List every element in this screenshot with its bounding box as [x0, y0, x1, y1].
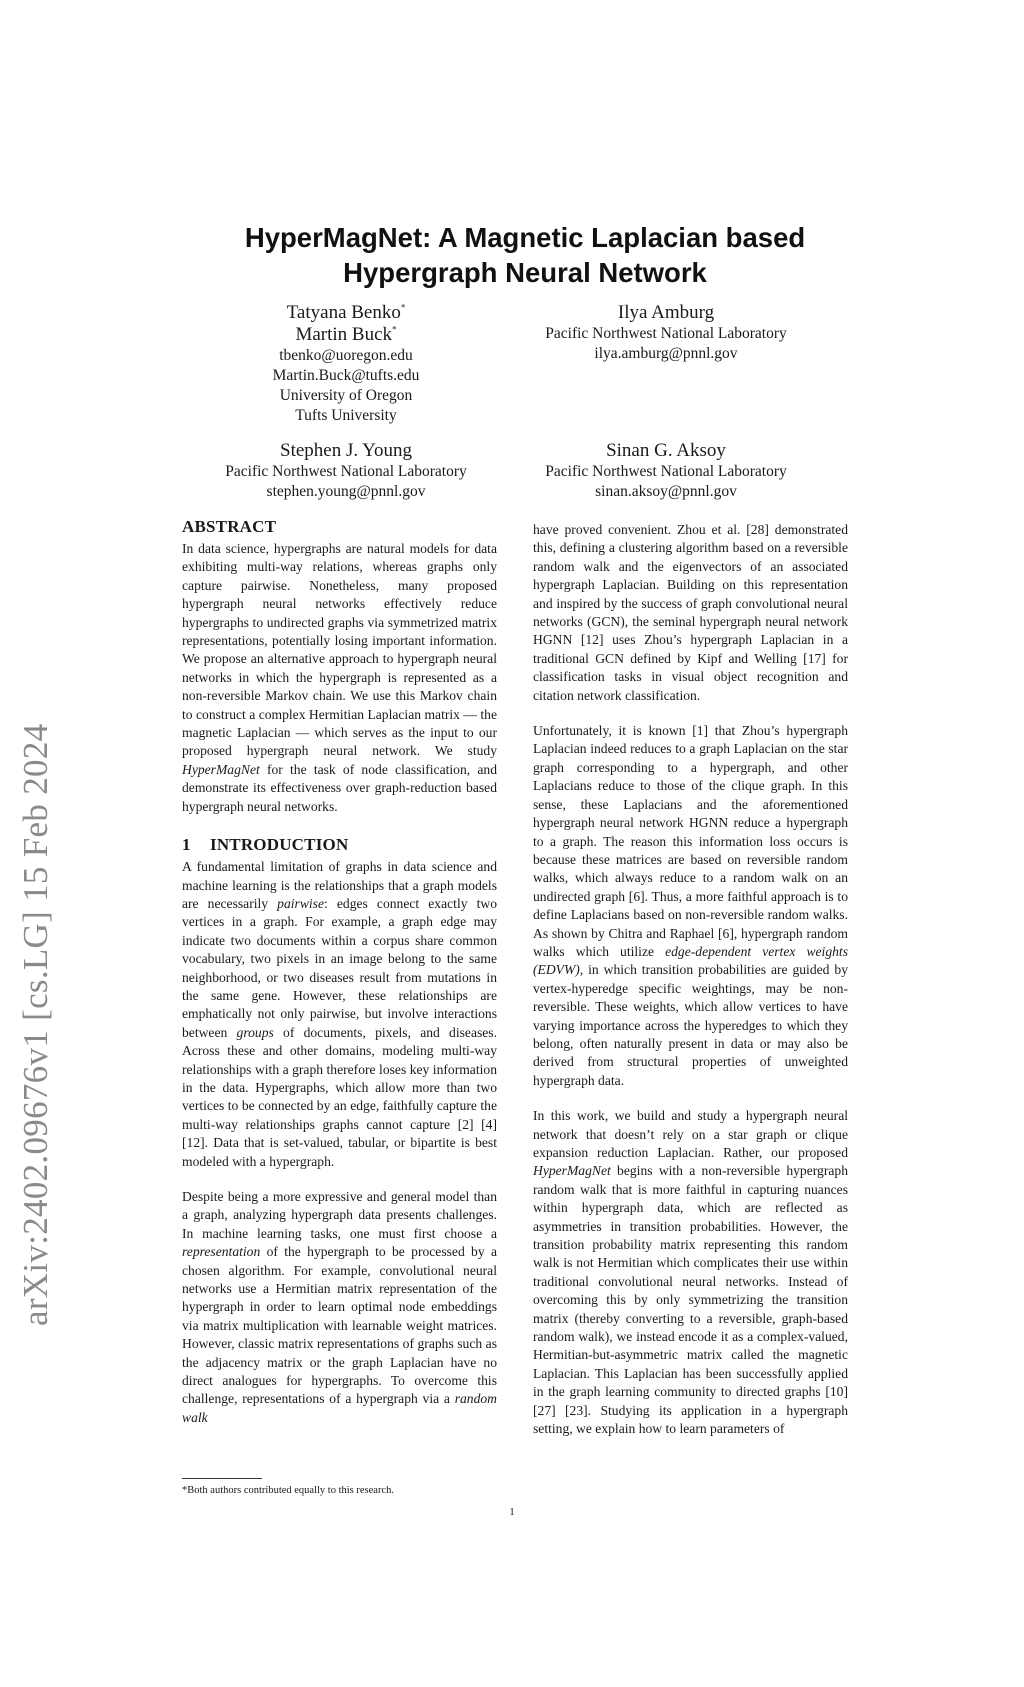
abstract-paragraph: In data science, hypergraphs are natural models for data exhibiting multi-way relations, whereas graphs only capture pairwise. Nonetheless, many proposed hypergraph neural networks effectively reduce hypergraphs to undirected graphs via symmetrized matrix representations, potentially losing important information. We propose an alternative approach to hypergraph neural networks in which the hypergraph is represented as a non-reversible Markov chain. We use this Markov chain to construct a complex Hermitian Laplacian matrix — the magnetic Laplacian — which serves as the input to our proposed hypergraph neural network. We study HyperMagNet for the task of node classification, and demonstrate its effectiveness over graph-reduction based hypergraph neural networks. — [182, 541, 497, 814]
author-email: sinan.aksoy@pnnl.gov — [595, 483, 737, 500]
footnote-divider — [182, 1478, 262, 1479]
body-paragraph: have proved convenient. Zhou et al. [28] demonstrated this, defining a clustering algorithm based on a reversible random walk and the eigenvectors of an associated hypergraph Laplacian. Building on this representation and inspired by the success of graph convolutional neural networks (GCN), the seminal hypergraph neural network HGNN [12] uses Zhou’s hypergraph Laplacian in a traditional GCN defined by Kipf and Welling [17] for classification tasks in visual object recognition and citation network classification. — [533, 522, 848, 703]
author-email: tbenko@uoregon.edu — [279, 347, 413, 364]
paper-title: HyperMagNet: A Magnetic Laplacian based Hypergraph Neural Network — [244, 222, 806, 288]
intro-paragraph-2: Despite being a more expressive and general model than a graph, analyzing hypergraph data presents challenges. In machine learning tasks, one must first choose a representation of the hypergraph to be processed by a chosen algorithm. For example, convolutional neural networks use a Hermitian matrix representation of the hypergraph in order to learn optimal node embeddings via matrix multiplication with learnable weight matrices. However, classic matrix representations of graphs such as the adjacency matrix or the graph Laplacian have no direct analogues for hypergraphs. To overcome this challenge, representations of a hypergraph via a random walk — [182, 1189, 497, 1425]
abstract-heading: ABSTRACT — [182, 517, 277, 536]
author-affiliation: Tufts University — [295, 407, 397, 424]
intro-paragraph-1: A fundamental limitation of graphs in data science and machine learning is the relationships that a graph models are necessarily pairwise: edges connect exactly two vertices in a graph. For example, a graph edge may indicate two documents within a corpus share common vocabulary, two pixels in an image belong to the same neighborhood, or two diseases result from mutations in the same gene. However, these relationships are emphatically not only pairwise, but involve interactions between groups of documents, pixels, and diseases. Across these and other domains, modeling multi-way relationships with a graph therefore loses key information in the data. Hypergraphs, which allow more than two vertices to be connected by an edge, faithfully capture the multi-way relationships graphs cannot capture [2] [4] [12]. Data that is set-valued, tabular, or bipartite is best modeled with a hypergraph. — [182, 859, 497, 1169]
author-affiliation: Pacific Northwest National Laboratory — [225, 463, 467, 480]
author-name: Stephen J. Young — [280, 440, 412, 461]
right-column — [533, 521, 848, 1439]
author-email: Martin.Buck@tufts.edu — [272, 367, 420, 384]
author-affiliation: University of Oregon — [279, 387, 413, 404]
author-affiliation: Pacific Northwest National Laboratory — [545, 325, 787, 342]
page-number: 1 — [509, 1506, 515, 1518]
arxiv-identifier: arXiv:2402.09676v1 [cs.LG] 15 Feb 2024 — [16, 723, 55, 1326]
author-email: stephen.young@pnnl.gov — [266, 483, 426, 500]
author-block-4 — [516, 440, 816, 502]
footnote-mark: * — [392, 324, 397, 335]
author-affiliation: Pacific Northwest National Laboratory — [545, 463, 787, 480]
author-name: Tatyana Benko* — [286, 302, 406, 323]
footnote-mark: * — [400, 302, 406, 313]
author-name: Martin Buck* — [295, 324, 397, 345]
footnote: *Both authors contributed equally to this research. — [182, 1485, 394, 1496]
author-block-2 — [516, 302, 816, 364]
body-paragraph: In this work, we build and study a hypergraph neural network that doesn’t rely on a star graph or clique expansion reduction Laplacian. Rather, our proposed HyperMagNet begins with a non-reversible hypergraph random walk that is more faithful in capturing nuances within hypergraph data, which are reflected as asymmetries in transition probabilities. However, the transition probability matrix representing this random walk is not Hermitian which complicates their use within traditional convolutional neural networks. Instead of overcoming this by only symmetrizing the transition matrix (thereby converting to a reversible, graph-based random walk), we instead encode it as a complex-valued, Hermitian-but-asymmetric matrix called the magnetic Laplacian. This Laplacian has been successfully applied in the graph learning community to directed graphs [10] [27] [23]. Studying its application in a hypergraph setting, we explain how to learn parameters of — [533, 1108, 848, 1437]
author-name: Ilya Amburg — [617, 302, 715, 323]
left-column — [182, 516, 497, 1427]
section-heading-introduction: 1 INTRODUCTION — [182, 835, 349, 855]
body-paragraph: Unfortunately, it is known [1] that Zhou’s hypergraph Laplacian indeed reduces to a graph Laplacian on the star graph corresponding to a hypergraph, and other Laplacians reduce to those of the clique graph. In this sense, these Laplacians and the aforementioned hypergraph neural network HGNN reduce a hypergraph to a graph. The reason this information loss occurs is because these matrices are based on reversible random walks, which always reduce to a random walk on an undirected graph [6]. Thus, a more faithful approach is to define Laplacians based on non-reversible random walks. As shown by Chitra and Raphael [6], hypergraph random walks which utilize edge-dependent vertex weights (EDVW), in which transition probabilities are guided by vertex-hyperedge specific weightings, may be non-reversible. These weights, which allow vertices to have varying importance across the hyperedges to which they belong, often naturally present in data or may also be derived from structural properties of unweighted hypergraph data. — [533, 723, 848, 1088]
author-block-1 — [196, 302, 496, 426]
author-name: Sinan G. Aksoy — [606, 440, 726, 461]
author-block-3 — [196, 440, 496, 502]
author-email: ilya.amburg@pnnl.gov — [594, 345, 738, 362]
